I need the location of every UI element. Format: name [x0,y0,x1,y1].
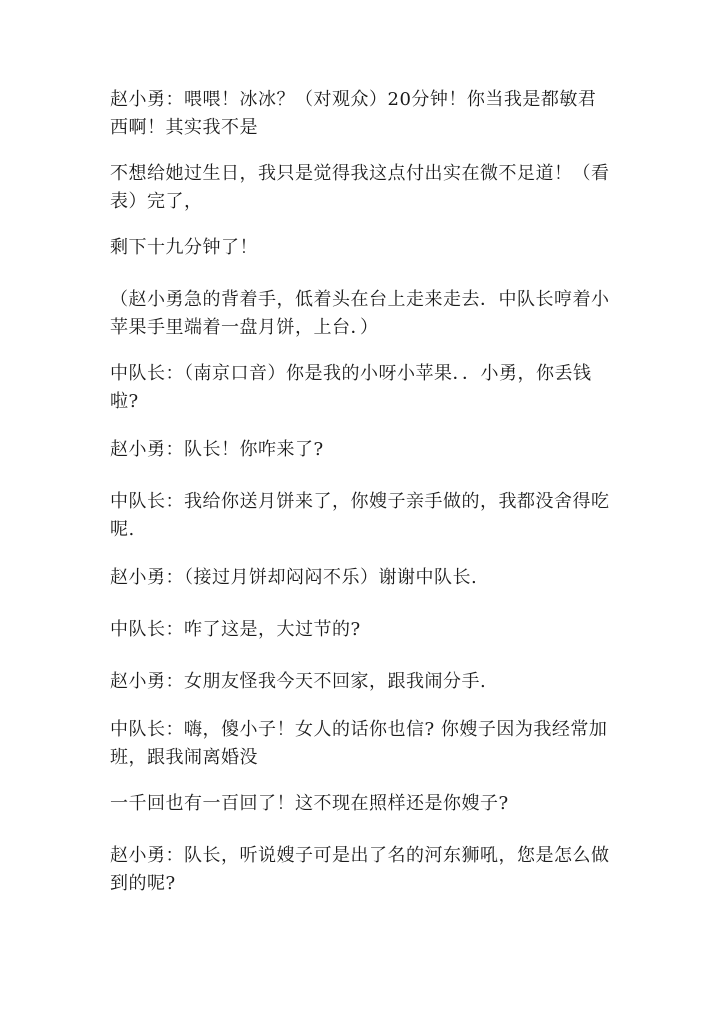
paragraph-3: 剩下十九分钟了！ [110,237,258,258]
paragraph-9: 中队长：咋了这是，大过节的? [110,619,361,640]
paragraph-10: 赵小勇：女朋友怪我今天不回家，跟我闹分手. [110,671,487,692]
paragraph-8: 赵小勇：（接过月饼却闷闷不乐）谢谢中队长. [110,567,478,588]
paragraph-5: 中队长：（南京口音）你是我的小呀小苹果．．小勇，你丢钱啦? [110,363,592,412]
paragraph-13: 赵小勇：队长，听说嫂子可是出了名的河东狮吼，您是怎么做到的呢? [110,845,610,894]
paragraph-1: 赵小勇：喂喂！冰冰？（对观众）20分钟！你当我是都敏君西啊！其实我不是 [110,89,597,138]
paragraph-6: 赵小勇：队长！你咋来了? [110,439,324,460]
paragraph-4: （赵小勇急的背着手，低着头在台上走来走去．中队长哼着小苹果手里端着一盘月饼，上台．） [110,289,610,338]
paragraph-12: 一千回也有一百回了！这不现在照样还是你嫂子? [110,793,509,814]
paragraph-7: 中队长：我给你送月饼来了，你嫂子亲手做的，我都没舍得吃呢. [110,491,610,540]
paragraph-2: 不想给她过生日，我只是觉得我这点付出实在微不足道！（看表）完了， [110,163,610,212]
paragraph-11: 中队长：嗨，傻小子！女人的话你也信? 你嫂子因为我经常加班，跟我闹离婚没 [110,719,608,768]
